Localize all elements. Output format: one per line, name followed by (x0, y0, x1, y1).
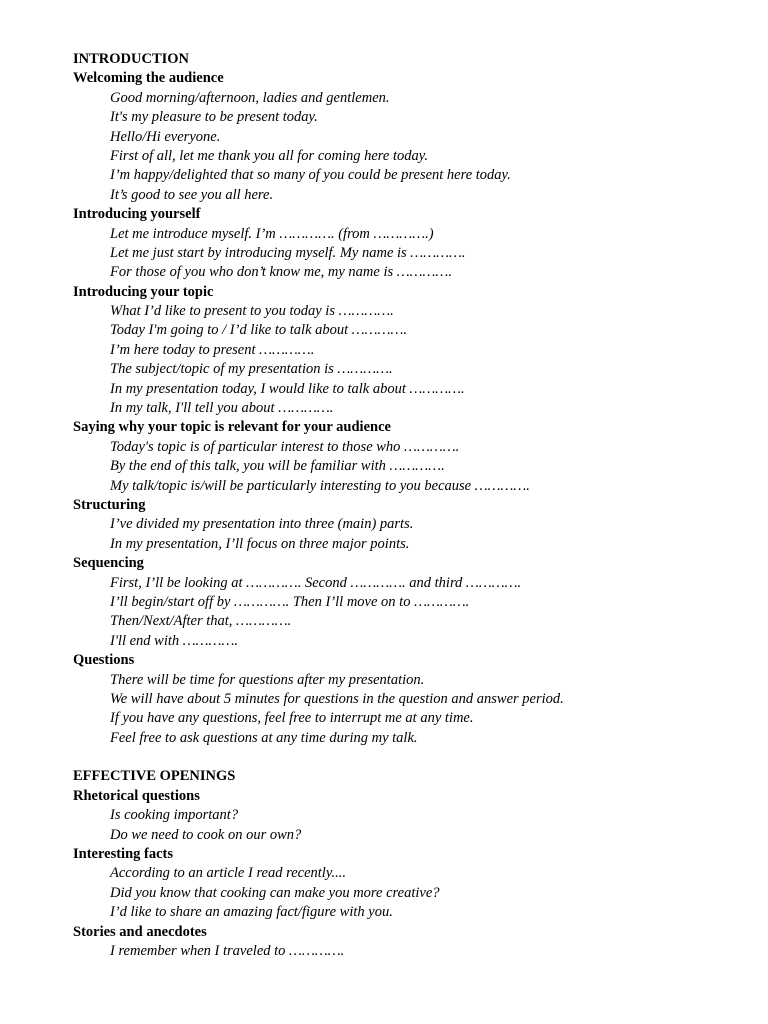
section-heading: INTRODUCTION (73, 51, 190, 67)
subsection-title: Structuring (73, 496, 146, 513)
subsection-title: Interesting facts (73, 846, 174, 863)
example-phrase: Today's topic is of particular interest to those who …………. (110, 438, 460, 455)
example-phrase: In my talk, I'll tell you about …………. (110, 400, 334, 417)
subsection-title: Saying why your topic is relevant for your audience (73, 419, 391, 436)
example-phrase: It's my pleasure to be present today. (110, 109, 318, 126)
example-phrase: Good morning/afternoon, ladies and gentlemen. (110, 89, 390, 106)
subsection-title: Welcoming the audience (73, 70, 224, 87)
subsection-title: Questions (73, 652, 135, 669)
example-phrase: I remember when I traveled to …………. (110, 942, 345, 959)
section-spacer (73, 748, 733, 767)
example-phrase: Feel free to ask questions at any time during my talk. (110, 729, 418, 746)
example-phrase: What I’d like to present to you today is …………. (110, 303, 394, 320)
example-phrase: I’d like to share an amazing fact/figure with you. (110, 904, 393, 921)
example-phrase: By the end of this talk, you will be familiar with …………. (110, 458, 445, 475)
example-phrase: Did you know that cooking can make you more creative? (110, 884, 440, 901)
subsection-title: Sequencing (73, 555, 144, 572)
example-phrase: Hello/Hi everyone. (110, 128, 221, 145)
example-phrase: Do we need to cook on our own? (110, 826, 302, 843)
subsection-title: Introducing your topic (73, 283, 214, 300)
example-phrase: I’m here today to present …………. (110, 341, 315, 358)
subsection-title: Stories and anecdotes (73, 923, 207, 940)
example-phrase: According to an article I read recently.... (110, 865, 346, 882)
example-phrase: Let me just start by introducing myself. My name is …………. (110, 244, 466, 261)
example-phrase: If you have any questions, feel free to interrupt me at any time. (110, 710, 474, 727)
subsection-title: Rhetorical questions (73, 787, 200, 804)
example-phrase: Then/Next/After that, …………. (110, 613, 292, 630)
example-phrase: First of all, let me thank you all for coming here today. (110, 147, 429, 164)
section-heading: EFFECTIVE OPENINGS (73, 768, 236, 785)
example-phrase: Is cooking important? (110, 807, 239, 824)
example-phrase: I’m happy/delighted that so many of you could be present here today. (110, 167, 511, 184)
example-phrase: I’ve divided my presentation into three (main) parts. (110, 516, 414, 533)
example-phrase: We will have about 5 minutes for questions in the question and answer period. (110, 690, 564, 707)
example-phrase: I’ll begin/start off by …………. Then I’ll move on to …………. (110, 593, 470, 610)
example-phrase: First, I’ll be looking at …………. Second …………. and third …………. (110, 574, 522, 591)
subsection-title: Introducing yourself (73, 206, 201, 223)
example-phrase: For those of you who don’t know me, my name is …………. (110, 264, 452, 281)
example-phrase: Today I'm going to / I’d like to talk about …………. (110, 322, 407, 339)
document-page (73, 50, 733, 961)
example-phrase: In my presentation, I’ll focus on three major points. (110, 535, 410, 552)
example-phrase: It’s good to see you all here. (110, 186, 274, 203)
example-phrase: The subject/topic of my presentation is …………. (110, 361, 393, 378)
example-phrase: There will be time for questions after my presentation. (110, 671, 425, 688)
example-phrase: Let me introduce myself. I’m …………. (from ………….) (110, 225, 434, 242)
example-phrase: I'll end with …………. (110, 632, 238, 649)
example-phrase: My talk/topic is/will be particularly interesting to you because …………. (110, 477, 530, 494)
example-phrase: In my presentation today, I would like to talk about …………. (110, 380, 465, 397)
